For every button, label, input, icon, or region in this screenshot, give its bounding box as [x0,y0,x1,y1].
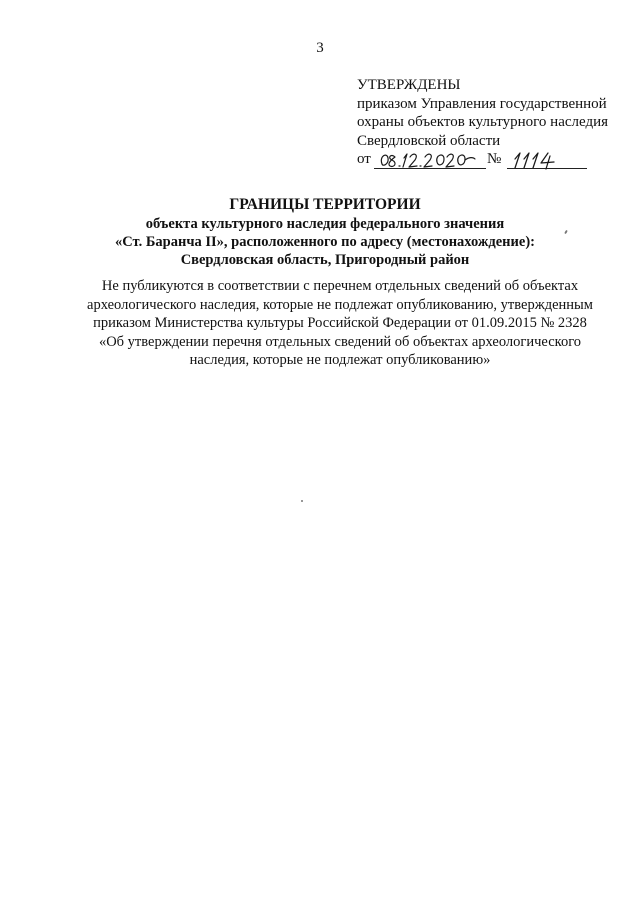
notice-line: приказом Министерства культуры Российской Федерации от 01.09.2015 № 2328 [93,315,587,331]
title-subline: «Ст. Баранча II», расположенного по адресу (местонахождение): [115,234,535,250]
non-publication-notice [60,277,620,370]
number-underline [507,150,587,169]
number-prefix-label: № [487,151,502,167]
document-title-block [60,195,590,269]
notice-line: Не публикуются в соответствии с перечнем отдельных сведений об объектах [101,278,579,294]
order-date-number-row [357,150,627,170]
document-title: ГРАНИЦЫ ТЕРРИТОРИИ [229,196,421,213]
approval-heading: УТВЕРЖДЕНЫ [357,77,461,93]
approval-line: Свердловской области [357,132,501,149]
notice-line: археологического наследия, которые не подлежат опубликованию, утвержденным [87,296,593,313]
notice-line: «Об утверждении перечня отдельных сведений об объектах археологического [98,333,582,350]
approval-line: приказом Управления государственной [357,95,607,112]
notice-line: наследия, которые не подлежат опубликованию» [189,352,491,368]
title-subline: Свердловская область, Пригородный район [180,252,470,268]
approval-line: охраны объектов культурного наследия [357,114,609,130]
page-number: 3 [316,40,324,56]
approval-stamp-block [357,76,627,170]
date-underline [374,150,486,169]
title-subline: объекта культурного наследия федерального значения [145,216,505,232]
date-prefix-label: от [357,151,371,167]
scan-speck [301,500,303,502]
